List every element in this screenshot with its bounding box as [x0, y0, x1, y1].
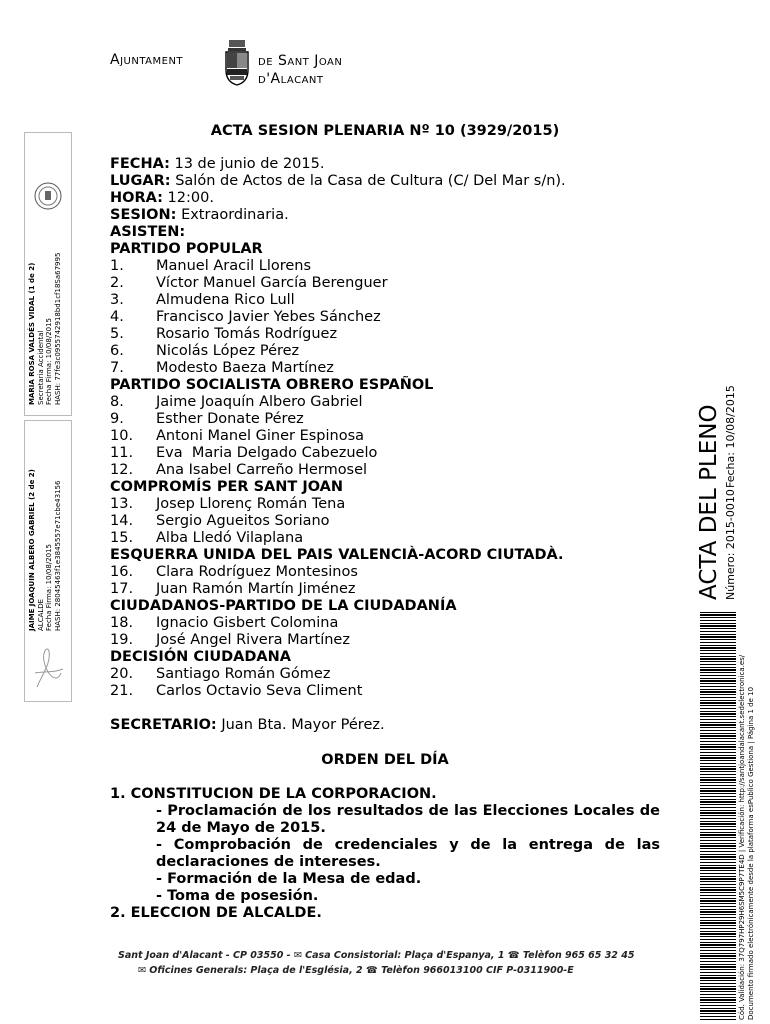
agenda	[110, 786, 660, 922]
footer-line-1: Sant Joan d'Alacant - CP 03550 - ✉ Casa Consistorial: Plaça d'Espanya, 1 ☎ Telèfon 965 65 32 45	[118, 950, 635, 961]
party-heading: DECISIÓN CIUDADANA	[110, 649, 292, 665]
list-item	[110, 428, 660, 445]
agenda-subitem: - Proclamación de los resultados de las Elecciones Locales de 24 de Mayo de 2015.	[156, 803, 660, 836]
agenda-subitem: - Formación de la Mesa de edad.	[156, 871, 422, 887]
member-name: Almudena Rico Lull	[156, 292, 295, 308]
member-name: Víctor Manuel García Berenguer	[156, 275, 388, 291]
member-name: Rosario Tomás Rodríguez	[156, 326, 338, 342]
sesion-label: SESION:	[110, 207, 177, 223]
agenda-item-2: 2. ELECCION DE ALCALDE.	[110, 905, 322, 921]
member-number: 14.	[110, 513, 134, 529]
list-item	[110, 326, 660, 343]
asisten-label: ASISTEN:	[110, 224, 186, 240]
member-number: 8.	[110, 394, 124, 410]
member-number: 19.	[110, 632, 134, 648]
handwritten-signature-icon	[31, 643, 65, 693]
list-item	[110, 394, 660, 411]
hora-label: HORA:	[110, 190, 163, 206]
list-item	[110, 258, 660, 275]
member-number: 7.	[110, 360, 124, 376]
lugar-value: Salón de Actos de la Casa de Cultura (C/ Del Mar s/n).	[175, 173, 566, 189]
list-item	[110, 530, 660, 547]
member-name: Alba Lledó Vilaplana	[156, 530, 304, 546]
official-seal-icon	[33, 181, 63, 211]
party-heading: CIUDADANOS-PARTIDO DE LA CIUDADANÍA	[110, 598, 457, 614]
member-name: Esther Donate Pérez	[156, 411, 304, 427]
member-name: Ignacio Gisbert Colomina	[156, 615, 339, 631]
document-title: ACTA SESION PLENARIA Nº 10 (3929/2015)	[210, 123, 560, 139]
member-number: 2.	[110, 275, 124, 291]
signer-1-hash: HASH: 77fe3c0955742918bd1cf18Sa67995	[53, 252, 62, 405]
member-number: 21.	[110, 683, 134, 699]
member-name: Jaime Joaquín Albero Gabriel	[156, 394, 363, 410]
member-name: Carlos Octavio Seva Climent	[156, 683, 363, 699]
member-name: Josep Llorenç Román Tena	[156, 496, 346, 512]
fecha-label: FECHA:	[110, 156, 170, 172]
signer-2-role: ALCALDE	[36, 598, 45, 631]
validation-line-1: Cód. Validación: 37Q797HP29H6SM5C9P7TE4D | Verificación: http://santjoandalacant.sedelectronica.es/	[738, 654, 746, 1020]
hora-value: 12:00.	[167, 190, 214, 206]
member-number: 4.	[110, 309, 124, 325]
secretario-value: Juan Bta. Mayor Pérez.	[221, 717, 385, 733]
party-heading: PARTIDO POPULAR	[110, 241, 263, 257]
list-item	[110, 666, 660, 683]
member-number: 9.	[110, 411, 124, 427]
signer-1-date: Fecha Firma: 10/08/2015	[45, 317, 53, 405]
member-number: 10.	[110, 428, 134, 444]
member-name: Nicolás López Pérez	[156, 343, 300, 359]
member-name: Antoni Manel Giner Espinosa	[156, 428, 365, 444]
session-info	[110, 156, 660, 734]
member-name: Juan Ramón Martín Jiménez	[156, 581, 356, 597]
list-item	[110, 496, 660, 513]
orden-del-dia-heading: ORDEN DEL DÍA	[321, 752, 449, 768]
member-number: 11.	[110, 445, 134, 461]
member-name: Francisco Javier Yebes Sánchez	[156, 309, 381, 325]
member-number: 16.	[110, 564, 134, 580]
letterhead-line-1: de Sant Joan	[258, 53, 343, 69]
member-number: 13.	[110, 496, 134, 512]
letterhead-line-2: d'Alacant	[258, 71, 324, 87]
member-number: 15.	[110, 530, 134, 546]
party-heading: ESQUERRA UNIDA DEL PAIS VALENCIÀ-ACORD CIUTADÀ.	[110, 547, 564, 563]
list-item	[110, 292, 660, 309]
list-item	[110, 445, 660, 462]
footer-line-2: ✉ Oficines Generals: Plaça de l'Església, 2 ☎ Telèfon 966013100 CIF P-0311900-E	[138, 965, 574, 976]
acta-del-pleno-label: ACTA DEL PLENO	[696, 404, 722, 600]
list-item	[110, 275, 660, 292]
signature-panel-1	[24, 132, 72, 416]
member-number: 5.	[110, 326, 124, 342]
list-item	[110, 632, 660, 649]
list-item	[110, 462, 660, 479]
list-item	[110, 513, 660, 530]
signer-2-date: Fecha Firma: 10/08/2015	[45, 543, 53, 631]
member-name: José Angel Rivera Martínez	[156, 632, 350, 648]
signer-2-name: JAIME JOAQUIN ALBERO GABRIEL (2 de 2)	[28, 469, 36, 631]
validation-text	[738, 655, 755, 1020]
member-name: Sergio Agueitos Soriano	[156, 513, 330, 529]
signature-1-text	[28, 253, 62, 405]
signer-1-role: Secretaria Accidental	[36, 330, 45, 405]
list-item	[110, 581, 660, 598]
member-number: 6.	[110, 343, 124, 359]
list-item	[110, 411, 660, 428]
member-number: 17.	[110, 581, 134, 597]
letterhead-right-text	[258, 52, 342, 88]
lugar-label: LUGAR:	[110, 173, 171, 189]
agenda-subitem: - Comprobación de credenciales y de la entrega de las declaraciones de intereses.	[156, 837, 660, 870]
document-date: Fecha: 10/08/2015	[724, 385, 737, 488]
list-item	[110, 683, 660, 700]
list-item	[110, 360, 660, 377]
sesion-value: Extraordinaria.	[181, 207, 289, 223]
member-name: Ana Isabel Carreño Hermosel	[156, 462, 368, 478]
signature-2-text	[28, 469, 62, 631]
secretario-label: SECRETARIO:	[110, 717, 217, 733]
list-item	[110, 309, 660, 326]
validation-line-2: Documento firmado electrónicamente desde la plataforma esPublico Gestiona | Página 1 de 10	[746, 686, 755, 1020]
member-number: 20.	[110, 666, 134, 682]
member-number: 1.	[110, 258, 124, 274]
party-heading: COMPROMÍS PER SANT JOAN	[110, 479, 344, 495]
party-heading: PARTIDO SOCIALISTA OBRERO ESPAÑOL	[110, 377, 434, 393]
agenda-item-1: 1. CONSTITUCION DE LA CORPORACION.	[110, 786, 437, 802]
member-number: 18.	[110, 615, 134, 631]
list-item	[110, 615, 660, 632]
letterhead-left-text: Ajuntament	[110, 52, 184, 68]
member-name: Eva Maria Delgado Cabezuelo	[156, 445, 378, 461]
member-number: 3.	[110, 292, 124, 308]
signer-1-name: MARIA ROSA VALDÉS VIDAL (1 de 2)	[28, 262, 36, 405]
signer-2-hash: HASH: 28045463f1e3845557e71cbe43156	[53, 480, 62, 631]
member-name: Clara Rodríguez Montesinos	[156, 564, 358, 580]
signature-panel-2	[24, 420, 72, 702]
fecha-value: 13 de junio de 2015.	[174, 156, 325, 172]
member-name: Modesto Baeza Martínez	[156, 360, 334, 376]
member-number: 12.	[110, 462, 134, 478]
coat-of-arms-icon	[222, 40, 252, 86]
document-number: Número: 2015-0010	[724, 489, 737, 600]
member-name: Manuel Aracil Llorens	[156, 258, 312, 274]
barcode-icon	[700, 612, 736, 1020]
member-name: Santiago Román Gómez	[156, 666, 331, 682]
list-item	[110, 564, 660, 581]
list-item	[110, 343, 660, 360]
agenda-subitem: - Toma de posesión.	[156, 888, 319, 904]
